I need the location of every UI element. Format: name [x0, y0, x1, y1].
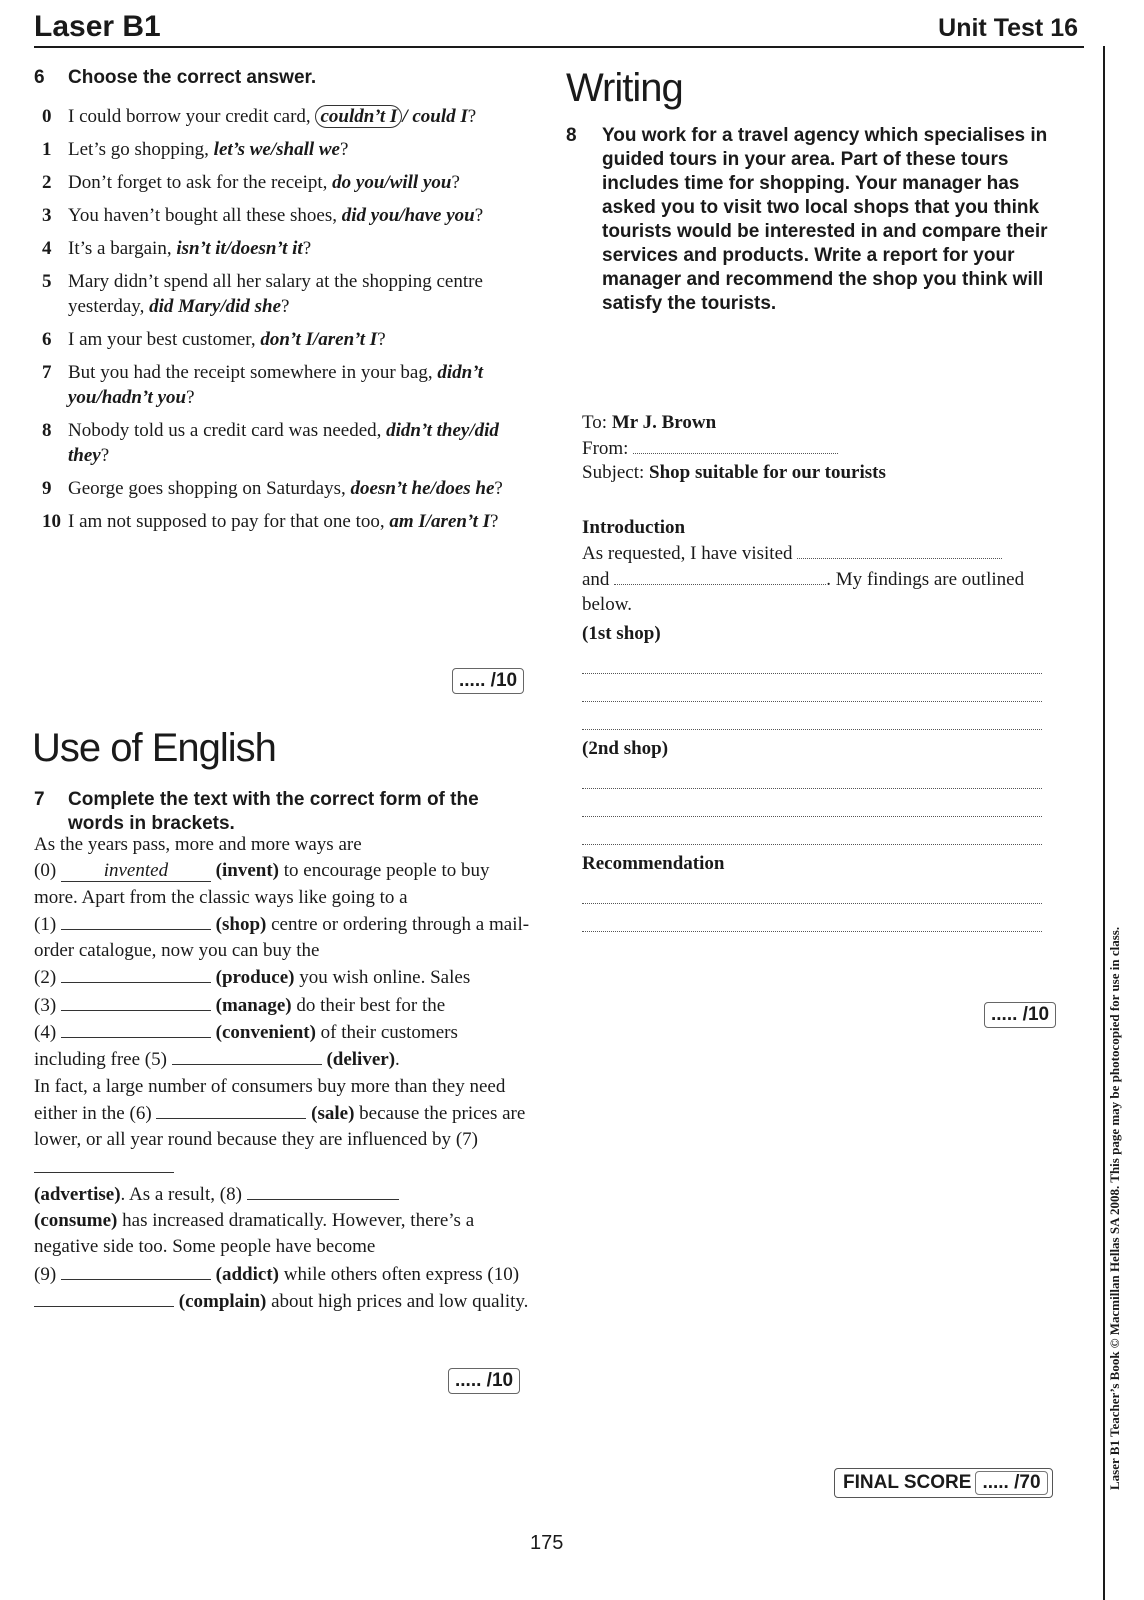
shop1-heading: (1st shop)	[582, 623, 661, 644]
intro-heading: Introduction	[582, 517, 686, 538]
task6-items	[34, 104, 534, 542]
report-form	[582, 410, 1042, 932]
side-rule	[1103, 46, 1105, 1600]
task6-item-6: 6 I am your best customer, don’t I/aren’t I?	[42, 329, 386, 350]
task6-item-10: 10 I am not supposed to pay for that one too, am I/aren’t I?	[42, 511, 499, 532]
shop2-line	[582, 761, 1042, 789]
task6-item-5: 5 Mary didn’t spend all her salary at the shopping centre yesterday, did Mary/did she?	[42, 271, 483, 317]
blank-2	[61, 964, 211, 983]
report-subject: Subject: Shop suitable for our tourists	[582, 462, 886, 483]
blank-8	[247, 1181, 399, 1200]
report-to: To: Mr J. Brown	[582, 412, 717, 433]
task8-heading: 8 You work for a travel agency which specialises in guided tours in your area. Part of these tours includes time for shopping. Your manager has asked you to visit two local shops that you think tourists would be interested in and compare their services and products. Write a report for your manager and recommend the shop you think will satisfy the tourists.	[566, 125, 1048, 314]
blank-9	[61, 1261, 211, 1280]
page-number: 175	[530, 1532, 564, 1554]
recommendation-line	[582, 876, 1042, 904]
shop2-line	[582, 817, 1042, 845]
shop1-line	[582, 702, 1042, 730]
intro-text: As requested, I have visited and . My findings are outlined below.	[582, 540, 1042, 617]
task7-passage: As the years pass, more and more ways are (0) invented (invent) to encourage people to buy more. Apart from the classic ways like going to a (1) (shop) centre or ordering through a mail-order catalogue, now you can buy the (2) (produce) you wish online. Sales (3) (manage) do their best for the (4) (convenient) of their customers including free (5) (deliver). In fact, a large number of consumers buy more than they need either in the (6) (sale) because the prices are lower, or all year round because they are influenced by (7) (advertise). As a result, (8) (consume) has increased dramatically. However, there’s a negative side too. Some people have become (9) (addict) while others often express (10) (complain) about high prices and low quality.	[34, 834, 530, 1313]
final-score-value: ..... /70	[975, 1471, 1047, 1495]
blank-1	[61, 911, 211, 930]
blank-10	[34, 1288, 174, 1307]
task8-score-box: ..... /10	[984, 1002, 1056, 1028]
blank-4	[61, 1019, 211, 1038]
shop2-heading: (2nd shop)	[582, 738, 669, 759]
blank-5	[172, 1046, 322, 1065]
blank-6	[156, 1100, 306, 1119]
task6-item-8: 8 Nobody told us a credit card was needed, didn’t they/did they?	[42, 420, 499, 466]
final-score-box: FINAL SCORE ..... /70	[834, 1468, 1053, 1498]
shop2-line	[582, 789, 1042, 817]
task6-item-4: 4 It’s a bargain, isn’t it/doesn’t it?	[42, 238, 312, 259]
page-header	[34, 10, 1084, 48]
task6-item-7: 7 But you had the receipt somewhere in your bag, didn’t you/hadn’t you?	[42, 362, 484, 408]
circled-answer: couldn’t I	[315, 105, 402, 128]
task7-heading: 7 Complete the text with the correct form of the words in brackets.	[34, 789, 479, 834]
shop1-line	[582, 646, 1042, 674]
use-of-english-title: Use of English	[32, 726, 276, 770]
example-answer: invented	[61, 863, 211, 882]
recommendation-line	[582, 904, 1042, 932]
task7-score-box: ..... /10	[448, 1368, 520, 1394]
task6-item-0: 0 I could borrow your credit card, couldn’t I / could I?	[42, 106, 477, 127]
unit-title: Unit Test 16	[938, 14, 1078, 42]
book-title: Laser B1	[34, 10, 161, 43]
task6-item-9: 9 George goes shopping on Saturdays, doesn’t he/does he?	[42, 478, 503, 499]
shop1-line	[582, 674, 1042, 702]
report-from: From:	[582, 435, 1042, 460]
writing-title: Writing	[566, 66, 683, 110]
recommendation-heading: Recommendation	[582, 853, 725, 874]
task6-item-2: 2 Don’t forget to ask for the receipt, do you/will you?	[42, 172, 460, 193]
blank-7	[34, 1154, 174, 1173]
task6-score-box: ..... /10	[452, 668, 524, 694]
task6-item-1: 1 Let’s go shopping, let’s we/shall we?	[42, 139, 349, 160]
blank-3	[61, 992, 211, 1011]
task6-heading: 6 Choose the correct answer.	[34, 67, 317, 88]
task6-item-3: 3 You haven’t bought all these shoes, did you/have you?	[42, 205, 484, 226]
